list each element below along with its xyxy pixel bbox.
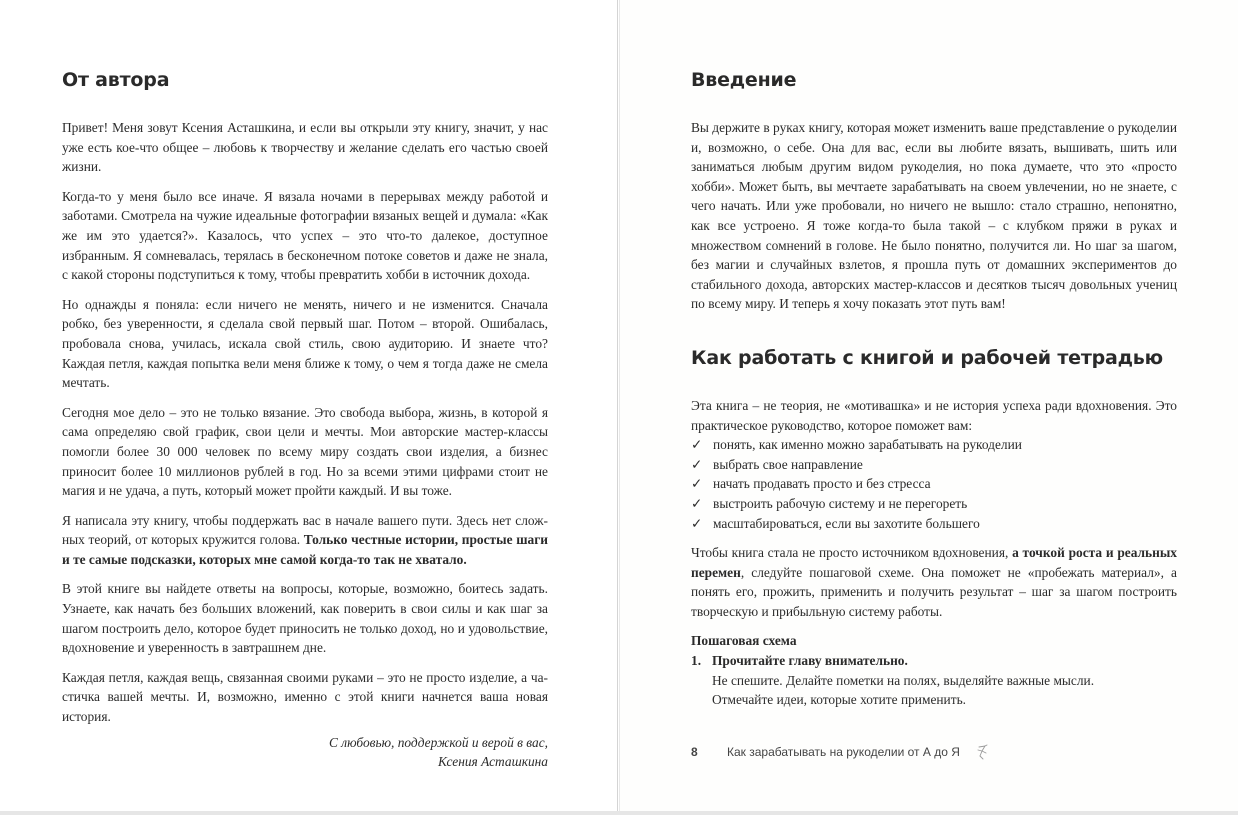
paragraph <box>62 511 548 570</box>
page-bottom-edge <box>0 811 1238 815</box>
paragraph: Каждая петля, каждая вещь, связанная своими руками – это не просто изделие, а частичка вашей мечты. И, возможно, именно с этой книги начнется ваша новая история. <box>62 669 548 725</box>
page-title-introduction: Введение <box>691 69 797 91</box>
step-number: 1. <box>691 653 702 669</box>
right-page <box>619 0 1238 811</box>
steps-title: Пошаговая схема <box>691 633 797 649</box>
checklist-text: выбрать свое направление <box>713 456 863 472</box>
section-intro: Эта книга – не теория, не «мотивашка» и не история успеха ради вдохновения. Это практическое руководство, которое поможет вам: <box>691 397 1177 433</box>
paragraph: Привет! Меня зовут Ксения Асташкина, и если вы открыли эту книгу, значит, у нас уже есть кое-что общее – любовь к творчеству и желание сделать его частью своей жизни. <box>62 120 548 175</box>
checkmark-icon: ✓ <box>691 437 703 453</box>
paragraph: В этой книге вы найдете ответы на вопросы, которые, возможно, боитесь задать. Узнаете, как начать без больших вложений, как поверить в свои силы и как шаг за шагом построить дело, которое будет приносить не только доход, но и удовольствие, вдохновение и уверенность в завтрашнем дне. <box>62 581 548 656</box>
signature-name: Ксения Асташкина <box>437 754 548 770</box>
running-title: Как зарабатывать на рукоделии от А до Я <box>727 745 960 759</box>
signature-line: С любовью, поддержкой и верой в вас, <box>329 734 548 750</box>
scheme-paragraph <box>691 543 1177 621</box>
step-description: Не спешите. Делайте пометки на полях, выделяйте важные мысли. <box>712 672 1095 688</box>
scheme-text: Чтобы книга стала не просто источником вдохновения, <box>691 545 1013 561</box>
checklist-text: понять, как именно можно зарабатывать на рукоделии <box>713 437 1022 453</box>
paragraph: Когда-то у меня было все иначе. Я вязала ночами в перерывах между работой и заботами. Смотрела на чужие идеальные фотографии вязаных вещей и думала: «Как же им это удается?». Казалось, что успех – это что-то далекое, доступное избранным. Я сомневалась, терялась в бесконечном потоке советов и даже не знала, с какой стороны подступиться к тому, чтобы превратить хобби в источник дохода. <box>62 188 548 283</box>
paragraph: Но однажды я поняла: если ничего не менять, ничего и не изменится. Сначала робко, без уверенности, я сделала свой первый шаг. Потом – второй. Ошибалась, пробовала снова, училась, искала свой стиль, свою аудиторию. И знаете что? Каждая петля, каждая попытка вели меня ближе к тому, о чем я тогда даже не смела мечтать. <box>62 296 548 391</box>
signature <box>62 733 548 772</box>
benefits-checklist <box>691 435 1177 533</box>
paragraph-bold-text: Только честные истории, простые шаги и те самые подсказки, которых мне самой когда-то так не хватало. <box>62 532 548 567</box>
page-number: 8 <box>691 745 698 759</box>
scheme-bold-text: а точкой роста и реальных перемен <box>691 545 1177 580</box>
checkmark-icon: ✓ <box>691 456 703 472</box>
section-heading: Как работать с книгой и рабочей тетрадью <box>691 346 1163 369</box>
paragraph: Сегодня мое дело – это не только вязание. Это свобода выбора, жизнь, в которой я сама определяю свой график, свои цели и мечты. Мои авторские мастер-классы помогли более 30 000 человек по всему миру создать свои изделия, а бизнес приносит более 10 миллионов рублей в год. Но за всеми этими цифрами стоит не магия и не удача, а путь, который может пройти каждый. И вы тоже. <box>62 404 548 499</box>
introduction <box>691 68 1177 710</box>
paragraph-text: Я написала эту книгу, чтобы поддержать вас в начале вашего пути. Здесь нет сложных теорий, от которых кружится голова. <box>62 512 548 548</box>
step-item <box>691 651 1177 710</box>
checklist-item <box>691 455 1177 475</box>
scheme-text-end: , следуйте пошаговой схеме. Она поможет не «пробежать материал», а понять его, прожить, применить и получить результат – шаг за шагом построить творческую и прибыльную систему работы. <box>691 564 1177 619</box>
author-foreword <box>62 68 548 772</box>
intro-paragraph: Вы держите в руках книгу, которая может изменить ваше представление о рукоделии и, возможно, о себе. Она для вас, если вы любите вязать, вышивать, шить или заниматься любым другим видом рукоделия, но пока думаете, что это «просто хобби». Может быть, вы мечтаете зарабатывать на своем увлечении, но не знаете, с чего начать. Или уже пробовали, но ничего не вышло: стало страшно, непонятно, как все устроено. Я тоже когда-то была такой – с клубком пряжи в руках и множеством сомнений в голове. Не было понятно, получится ли. Но шаг за шагом, без магии и случайных взлетов, я прошла путь от домашних экспериментов до стабильного дохода, авторских мастер-классов и десятков тысяч довольных учениц по всему миру. И теперь я хочу показать этот путь вам! <box>691 120 1177 312</box>
step-description: Отмечайте идеи, которые хотите применить. <box>712 692 967 708</box>
page-footer <box>691 744 990 760</box>
checklist-text: выстроить рабочую систему и не перегореть <box>713 495 968 511</box>
step-title: Прочитайте главу внимательно. <box>712 653 908 669</box>
checklist-item <box>691 474 1177 494</box>
checklist-item <box>691 514 1177 534</box>
checklist-item <box>691 435 1177 455</box>
knitting-figure-icon <box>976 744 990 760</box>
checklist-item <box>691 494 1177 514</box>
checkmark-icon: ✓ <box>691 476 703 492</box>
checkmark-icon: ✓ <box>691 515 703 531</box>
checklist-text: начать продавать просто и без стресса <box>713 476 931 492</box>
checkmark-icon: ✓ <box>691 495 703 511</box>
page-title-author: От автора <box>62 69 170 91</box>
how-to-work-section <box>691 346 1177 710</box>
step-body <box>712 651 1094 710</box>
left-page <box>0 0 618 811</box>
checklist-text: масштабироваться, если вы захотите большего <box>713 515 980 531</box>
